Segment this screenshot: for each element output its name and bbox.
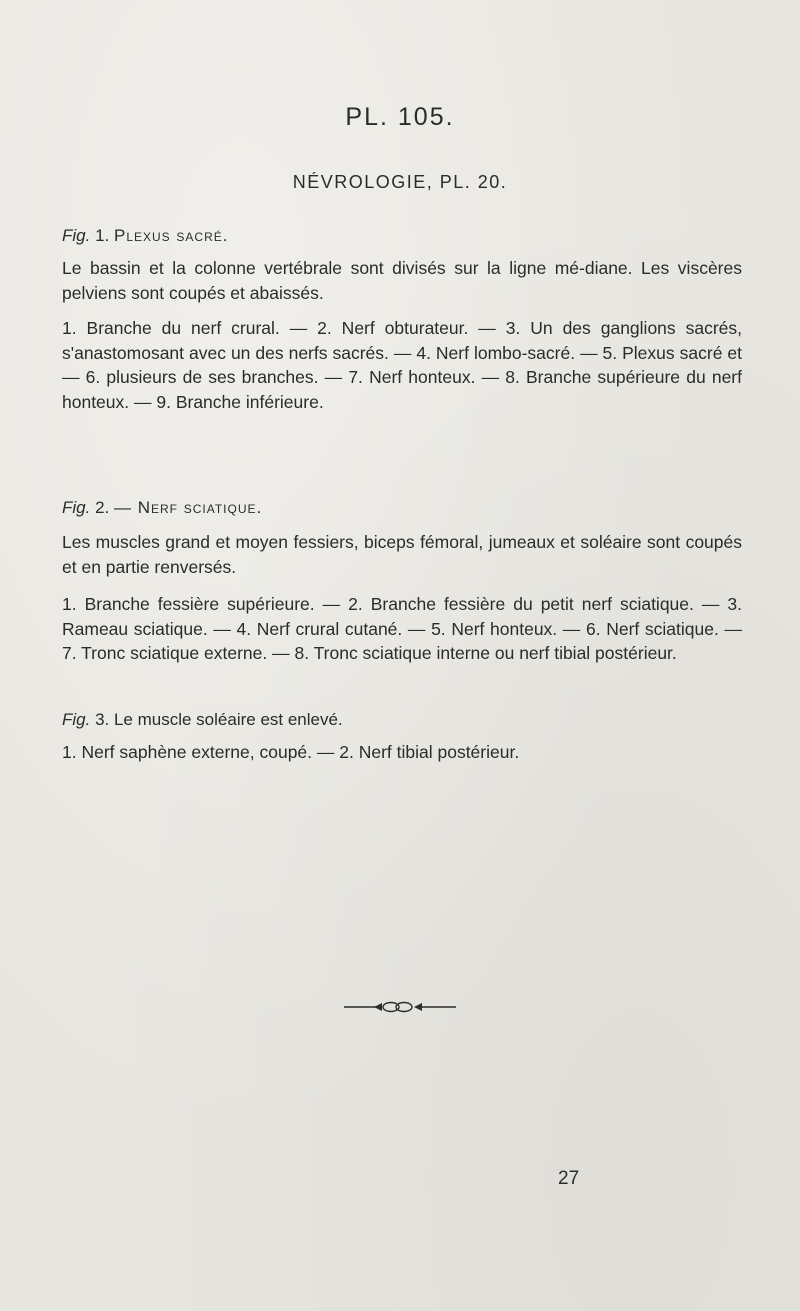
fig2-intro: Les muscles grand et moyen fessiers, biceps fémoral, jumeaux et soléaire sont coupés et en partie renversés. xyxy=(62,532,742,577)
fig1-legend: 1. Branche du nerf crural. — 2. Nerf obturateur. — 3. Un des ganglions sacrés, s'anastomosant avec un des nerfs sacrés. — 4. Nerf lombo-sacré. — 5. Plexus sacré et — 6. plusieurs de ses branches. — 7. Nerf honteux. — 8. Branche supérieure du nerf honteux. — 9. Branche inférieure. xyxy=(62,318,742,412)
fig3-heading-text: 3. Le muscle soléaire est enlevé. xyxy=(95,710,343,729)
page-number: 27 xyxy=(558,1168,580,1189)
fig2-heading xyxy=(62,496,742,521)
plate-number: PL. 105. xyxy=(345,103,455,131)
fig3-legend: 1. Nerf saphène externe, coupé. — 2. Nerf tibial postérieur. xyxy=(62,742,520,762)
fig1-title: Plexus sacré. xyxy=(114,226,229,245)
fig1-number: 1. xyxy=(95,226,110,245)
fig2-legend: 1. Branche fessière supérieure. — 2. Branche fessière du petit nerf sciatique. — 3. Rameau sciatique. — 4. Nerf crural cutané. — 5. Nerf honteux. — 6. Nerf sciatique. — 7. Tronc sciatique externe. — 8. Tronc sciatique interne ou nerf tibial postérieur. xyxy=(62,594,742,663)
fig2-number: 2. xyxy=(95,498,110,517)
fig2-title: — Nerf sciatique. xyxy=(114,498,263,517)
section-title: NÉVROLOGIE, PL. 20. xyxy=(292,172,508,192)
fig3-heading xyxy=(62,708,742,733)
fig3-label: Fig. xyxy=(62,710,91,729)
ornament-divider xyxy=(344,1000,456,1014)
fig1-intro: Le bassin et la colonne vertébrale sont divisés sur la ligne mé-diane. Les viscères pelviens sont coupés et abaissés. xyxy=(62,258,742,303)
fig2-label: Fig. xyxy=(62,498,91,517)
fig1-heading xyxy=(62,224,742,249)
fig1-label: Fig. xyxy=(62,226,91,245)
